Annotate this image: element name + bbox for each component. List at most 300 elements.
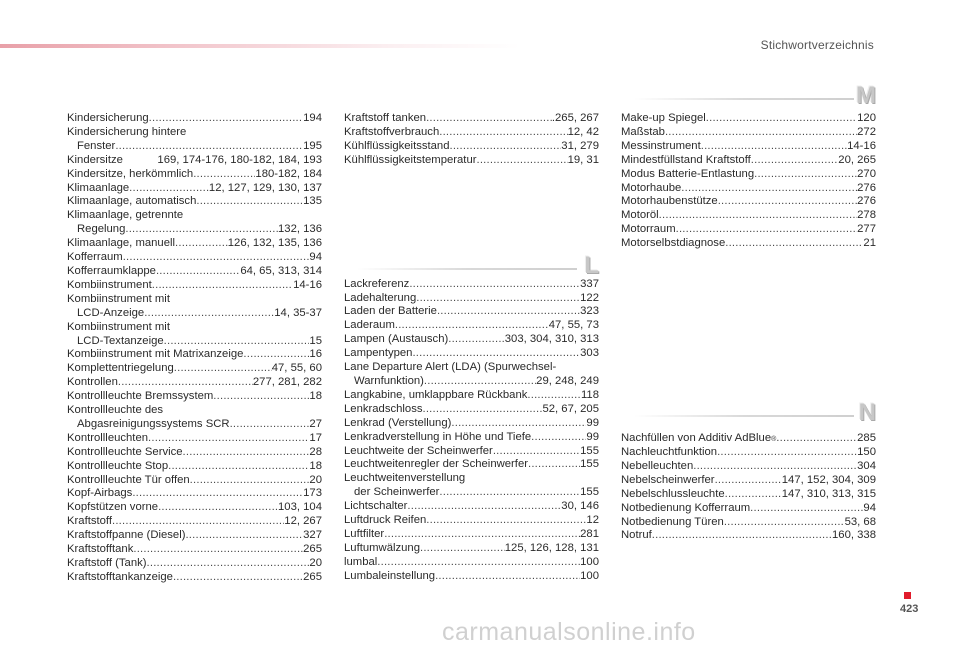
watermark: carmanualsonline.info [442, 618, 696, 646]
index-entry [621, 195, 876, 209]
index-entry-pages: 20, 265 [838, 153, 876, 166]
index-entry-pages: 304 [857, 459, 876, 472]
index-entry [344, 472, 599, 486]
index-entry-pages: 47, 55, 60 [271, 362, 322, 375]
dot-leader [437, 305, 580, 319]
index-entry-pages: 195 [303, 139, 322, 152]
letter-header-bar [634, 98, 854, 100]
dot-leader [147, 557, 310, 571]
index-entry-term: Nachfüllen von Additiv AdBlue [621, 432, 772, 445]
index-entry-pages: 150 [857, 445, 876, 458]
dot-leader [750, 502, 863, 516]
dot-leader [412, 347, 580, 361]
index-entry-term: Lampen (Austausch) [344, 333, 449, 346]
dot-leader [528, 458, 580, 472]
dot-leader [527, 389, 581, 403]
dot-leader [183, 446, 310, 460]
index-group-n [621, 432, 876, 543]
index-entry [67, 335, 322, 349]
dot-leader [173, 571, 303, 585]
dot-leader [123, 251, 310, 265]
dot-leader [243, 348, 309, 362]
dot-leader [718, 195, 857, 209]
index-entry [344, 417, 599, 431]
dot-leader [715, 474, 782, 488]
index-entry [67, 182, 322, 196]
index-entry-pages: 303, 304, 310, 313 [504, 333, 599, 346]
index-entry-term: Motoröl [621, 209, 659, 222]
index-entry [67, 543, 322, 557]
index-entry [344, 278, 599, 292]
dot-leader [426, 112, 552, 126]
index-entry [67, 362, 322, 376]
index-entry-pages: 155 [580, 444, 599, 457]
index-entry [67, 112, 322, 126]
index-entry-term: Kühlflüssigkeitstemperatur [344, 153, 477, 166]
index-entry-pages: 122 [580, 291, 599, 304]
index-entry [621, 223, 876, 237]
index-entry [67, 348, 322, 362]
dot-leader [424, 375, 536, 389]
index-entry-term: Klimaanlage, automatisch [67, 195, 197, 208]
index-entry-pages: 29, 248, 249 [536, 374, 599, 387]
dot-leader [196, 195, 303, 209]
index-entry-term: Klimaanlage, getrennte [67, 209, 184, 222]
index-entry-term: Mindestfüllstand Kraftstoff [621, 153, 751, 166]
index-entry-pages: 323 [580, 305, 599, 318]
index-entry [621, 529, 876, 543]
index-entry-term: Laderaum [344, 319, 395, 332]
index-entry-term: Motorselbstdiagnose [621, 237, 726, 250]
dot-leader [451, 417, 586, 431]
dot-leader [164, 335, 310, 349]
dot-leader [754, 168, 857, 182]
dot-leader [149, 112, 304, 126]
section-title: Stichwortverzeichnis [760, 38, 874, 52]
index-entry-pages: 18 [309, 390, 322, 403]
index-entry [621, 112, 876, 126]
dot-leader [423, 403, 543, 417]
index-entry-pages: 281 [580, 527, 599, 540]
index-entry-pages: 132, 136 [278, 223, 322, 236]
index-entry-pages: 30, 146 [561, 500, 599, 513]
index-entry [344, 570, 599, 584]
index-entry [344, 319, 599, 333]
index-entry-pages: 265 [303, 570, 322, 583]
index-entry-pages: 100 [580, 555, 599, 568]
index-entry-term: Kofferraum [67, 251, 123, 264]
index-entry-term: Lane Departure Alert (LDA) (Spurwechsel- [344, 361, 557, 374]
index-column-3 [621, 112, 876, 543]
index-entry-term: Warnfunktion) [354, 374, 424, 387]
index-entry-pages: 99 [586, 416, 599, 429]
index-entry [67, 404, 322, 418]
dot-leader [725, 488, 782, 502]
index-entry-pages: 14-16 [293, 278, 322, 291]
index-entry-term: Abgasreinigungssystems SCR [77, 417, 230, 430]
dot-leader [132, 487, 303, 501]
index-entry [344, 403, 599, 417]
dot-leader [152, 279, 293, 293]
index-entry-term: Maßstab [621, 125, 665, 138]
index-entry-term: Notruf [621, 529, 652, 542]
index-entry [67, 474, 322, 488]
index-entry [67, 515, 322, 529]
index-entry-pages: 265 [303, 543, 322, 556]
index-entry [67, 237, 322, 251]
index-entry [67, 501, 322, 515]
index-entry-pages: 272 [857, 125, 876, 138]
index-entry-term: Kopfstützen vorne [67, 501, 159, 514]
index-entry [621, 446, 876, 460]
group-spacer [621, 251, 876, 432]
dot-leader [706, 112, 857, 126]
index-entry [67, 529, 322, 543]
index-entry-term: Kombiinstrument mit [67, 320, 170, 333]
dot-leader [531, 431, 586, 445]
index-entry-pages: 52, 67, 205 [542, 402, 599, 415]
index-entry-pages: 94 [863, 501, 876, 514]
index-entry-term: Luftfilter [344, 527, 385, 540]
dot-leader [717, 446, 857, 460]
dot-leader [230, 418, 310, 432]
index-entry [67, 376, 322, 390]
index-entry [344, 140, 599, 154]
index-entry [344, 292, 599, 306]
index-entry: Nachfüllen von Additiv AdBlue ® ..... 285 [621, 432, 876, 446]
index-entry-term: LCD-Textanzeige [77, 334, 164, 347]
index-entry-pages: 99 [586, 430, 599, 443]
index-entry-pages: 94 [309, 251, 322, 264]
dot-leader [493, 445, 580, 459]
index-entry-term: Leuchtweitenregler der Scheinwerfer [344, 458, 528, 471]
dot-leader [701, 140, 847, 154]
index-entry-pages: 169, 174-176, 180-182, 184, 193 [157, 153, 322, 166]
index-entry-term: Kindersitze, herkömmlich [67, 167, 194, 180]
index-entry [621, 154, 876, 168]
index-entry-term: Motorhaube [621, 181, 682, 194]
index-entry-pages: 19, 31 [567, 153, 599, 166]
index-entry-term: Kraftstoff tanken [344, 112, 427, 124]
index-entry-term: Kraftstoff (Tank) [67, 557, 147, 569]
index-entry [344, 486, 599, 500]
group-spacer [344, 168, 599, 278]
index-entry [344, 445, 599, 459]
index-entry-term: Nebelschlussleuchte [621, 487, 725, 500]
page-number: 423 [900, 603, 919, 615]
index-entry-term: Nebelleuchten [621, 459, 694, 472]
index-entry-term: Komplettentriegelung [67, 362, 174, 375]
index-entry-term: Make-up Spiegel [621, 112, 706, 124]
index-entry-term: Lampentypen [344, 347, 413, 360]
dot-leader [144, 307, 274, 321]
index-entry [67, 432, 322, 446]
index-entry-pages: 147, 152, 304, 309 [781, 473, 876, 486]
index-entry-term: Modus Batterie-Entlastung [621, 167, 755, 180]
index-entry-term: Kontrollleuchte Service [67, 445, 183, 458]
dot-leader [420, 542, 505, 556]
dot-leader [174, 362, 272, 376]
index-entry-pages: 103, 104 [278, 501, 322, 514]
dot-leader [652, 529, 832, 543]
index-entry-pages: 155 [580, 458, 599, 471]
index-entry [67, 168, 322, 182]
index-entry-term: lumbal [344, 555, 378, 568]
index-entry [344, 458, 599, 472]
index-entry-term: Kraftstoffverbrauch [344, 125, 440, 138]
index-entry [67, 307, 322, 321]
dot-leader [725, 237, 863, 251]
index-entry-term: Kombiinstrument mit [67, 292, 170, 305]
index-entry-pages: 20 [309, 473, 322, 486]
index-entry [67, 195, 322, 209]
index-entry [344, 361, 599, 375]
index-entry [67, 279, 322, 293]
index-entry-term: Notbedienung Türen [621, 515, 724, 528]
index-entry-term: Ladehalterung [344, 291, 417, 304]
index-entry-pages: 20 [309, 557, 322, 569]
index-entry-pages: 12, 267 [284, 515, 322, 528]
index-entry [67, 154, 322, 168]
index-entry-pages: 64, 65, 313, 314 [240, 264, 322, 277]
dot-leader [439, 486, 580, 500]
index-entry-pages: 327 [303, 529, 322, 542]
index-entry-pages: 15 [309, 334, 322, 347]
index-entry-term: Nachleuchtfunktion [621, 445, 718, 458]
index-entry-pages: 120 [857, 112, 876, 124]
index-entry-term: Kopf-Airbags [67, 487, 133, 500]
dot-leader [395, 319, 549, 333]
dot-leader [125, 223, 278, 237]
index-column-1 [67, 112, 322, 585]
dot-leader [158, 501, 278, 515]
index-entry-term: Motorraum [621, 223, 676, 236]
letter-header-m [621, 84, 876, 108]
index-entry-term: Lumbaleinstellung [344, 569, 436, 582]
dot-leader [409, 278, 580, 292]
index-entry-term: Klimaanlage, manuell [67, 237, 176, 250]
index-entry-pages: 27 [309, 417, 322, 430]
index-entry-pages: 18 [309, 459, 322, 472]
index-entry-pages: 53, 68 [844, 515, 876, 528]
dot-leader [477, 154, 568, 168]
index-entry-pages: 14-16 [847, 139, 876, 152]
dot-leader [448, 333, 505, 347]
index-entry [67, 390, 322, 404]
letter-n: N [858, 399, 876, 426]
dot-leader [156, 265, 240, 279]
index-entry [344, 375, 599, 389]
index-entry-pages: 276 [857, 195, 876, 208]
index-entry-pages: 303 [580, 347, 599, 360]
dot-leader [659, 209, 857, 223]
dot-leader [693, 460, 857, 474]
index-entry [344, 305, 599, 319]
dot-leader [407, 500, 561, 514]
index-entry-term: Motorhaubenstütze [621, 195, 718, 208]
letter-l: L [584, 252, 599, 279]
index-entry [621, 474, 876, 488]
index-entry-pages: 16 [309, 348, 322, 361]
index-entry-term: Kindersitze [67, 153, 123, 166]
index-entry [67, 321, 322, 335]
index-entry-pages: 194 [303, 112, 322, 124]
index-entry [67, 460, 322, 474]
index-entry-pages: 270 [857, 167, 876, 180]
index-entry [621, 488, 876, 502]
index-entry-term: Kühlflüssigkeitsstand [344, 139, 450, 152]
dot-leader [193, 168, 255, 182]
index-entry-term: Fenster [77, 139, 116, 152]
index-entry-pages: 277 [857, 223, 876, 236]
index-entry-pages: 12 [586, 514, 599, 527]
index-entry [67, 209, 322, 223]
index-entry [621, 237, 876, 251]
index-entry [67, 140, 322, 154]
index-group-k [344, 112, 599, 168]
index-entry [621, 516, 876, 530]
index-entry-pages: 125, 126, 128, 131 [504, 541, 599, 554]
index-entry [67, 265, 322, 279]
header-gradient-bar [0, 44, 520, 48]
dot-leader [133, 543, 303, 557]
index-entry [344, 556, 599, 570]
index-entry-term: Kofferraumklappe [67, 264, 156, 277]
index-entry-term: Kindersicherung [67, 112, 149, 124]
index-entry-pages: 173 [303, 487, 322, 500]
index-entry-pages: 147, 310, 313, 315 [781, 487, 876, 500]
index-entry [344, 154, 599, 168]
index-entry-term: Lenkradschloss [344, 402, 423, 415]
index-entry [344, 514, 599, 528]
index-entry-term: Leuchtweitenverstellung [344, 472, 466, 485]
index-entry-term: Notbedienung Kofferraum [621, 501, 751, 514]
index-entry-term: Lenkradverstellung in Höhe und Tiefe [344, 430, 532, 443]
dot-leader [676, 223, 858, 237]
index-entry-pages: 31, 279 [561, 139, 599, 152]
dot-leader [751, 154, 839, 168]
index-entry-pages: 126, 132, 135, 136 [227, 237, 322, 250]
index-entry-term: Luftdruck Reifen [344, 514, 427, 527]
index-entry-term: Kraftstoff [67, 515, 112, 528]
index-entry [67, 418, 322, 432]
index-entry-term: Laden der Batterie [344, 305, 437, 318]
index-entry [67, 557, 322, 571]
dot-leader [112, 515, 284, 529]
index-entry [621, 168, 876, 182]
index-entry-term: der Scheinwerfer [354, 486, 440, 499]
dot-leader [175, 237, 228, 251]
index-entry-pages: 135 [303, 195, 322, 208]
dot-leader [426, 514, 586, 528]
dot-leader [190, 474, 310, 488]
dot-leader [213, 390, 309, 404]
index-entry-pages: 277, 281, 282 [252, 376, 322, 389]
index-group-l [344, 278, 599, 584]
dot-leader [435, 570, 580, 584]
index-group-m [621, 112, 876, 251]
dot-leader [724, 516, 845, 530]
index-entry [344, 333, 599, 347]
index-entry-pages: 155 [580, 486, 599, 499]
dot-leader [185, 529, 303, 543]
index-entry-pages: 160, 338 [832, 529, 876, 542]
dot-leader [115, 140, 303, 154]
index-entry-pages: 337 [580, 277, 599, 290]
index-entry [621, 209, 876, 223]
index-entry-term: Langkabine, umklappbare Rückbank [344, 388, 528, 401]
index-entry-pages: 285 [857, 432, 876, 445]
index-entry-term: Kontrollleuchte Bremssystem [67, 390, 214, 403]
index-entry [67, 223, 322, 237]
index-entry-pages: 28 [309, 445, 322, 458]
index-entry [344, 542, 599, 556]
index-entry [67, 251, 322, 265]
index-entry-term: Luftumwälzung [344, 541, 420, 554]
dot-leader [416, 292, 580, 306]
index-entry [621, 502, 876, 516]
dot-leader [450, 140, 562, 154]
index-entry-term: Kontrollleuchten [67, 431, 149, 444]
index-entry-pages: 118 [580, 388, 599, 401]
index-entry-term: Kraftstofftank [67, 543, 134, 556]
index-entry-term: Regelung [77, 223, 126, 236]
index-entry-pages: 17 [309, 431, 322, 444]
index-entry-pages: 276 [857, 181, 876, 194]
index-entry-term: Kindersicherung hintere [67, 125, 187, 138]
index-entry [67, 571, 322, 585]
index-entry [344, 500, 599, 514]
dot-leader [377, 556, 580, 570]
dot-leader [148, 432, 309, 446]
index-entry [344, 112, 599, 126]
index-entry [67, 487, 322, 501]
index-entry-term: Kraftstoffpanne (Diesel) [67, 529, 186, 542]
dot-leader [776, 432, 857, 446]
dot-leader [384, 528, 580, 542]
index-entry [344, 528, 599, 542]
index-entry [344, 389, 599, 403]
index-entry-term: Kontrollleuchte Stop [67, 459, 169, 472]
index-entry-pages: 47, 55, 73 [548, 319, 599, 332]
index-entry-term: Kontrollen [67, 376, 118, 389]
index-column-2 [344, 112, 599, 584]
index-entry-term: Leuchtweite der Scheinwerfer [344, 444, 493, 457]
index-entry-term: Lackreferenz [344, 277, 410, 290]
dot-leader [681, 182, 857, 196]
index-entry-pages: 12, 42 [567, 125, 599, 138]
index-entry [67, 446, 322, 460]
dot-leader [439, 126, 567, 140]
dot-leader [665, 126, 857, 140]
dot-leader [168, 460, 309, 474]
index-entry-pages: 100 [580, 569, 599, 582]
index-entry-term: Kraftstofftankanzeige [67, 570, 173, 583]
index-entry [344, 431, 599, 445]
index-entry-term: Lenkrad (Verstellung) [344, 416, 452, 429]
index-entry [621, 182, 876, 196]
index-entry-term: Kombiinstrument mit Matrixanzeige [67, 348, 244, 361]
index-entry [621, 126, 876, 140]
index-entry [344, 347, 599, 361]
index-entry-term: Kombiinstrument [67, 278, 152, 291]
index-entry-pages: 12, 127, 129, 130, 137 [208, 181, 322, 194]
index-entry [344, 126, 599, 140]
index-entry-term: Kontrollleuchte Tür offen [67, 473, 190, 486]
index-entry-term: Lichtschalter [344, 500, 408, 513]
dot-leader [118, 376, 253, 390]
index-entry-pages: .265, 267 [551, 112, 599, 124]
